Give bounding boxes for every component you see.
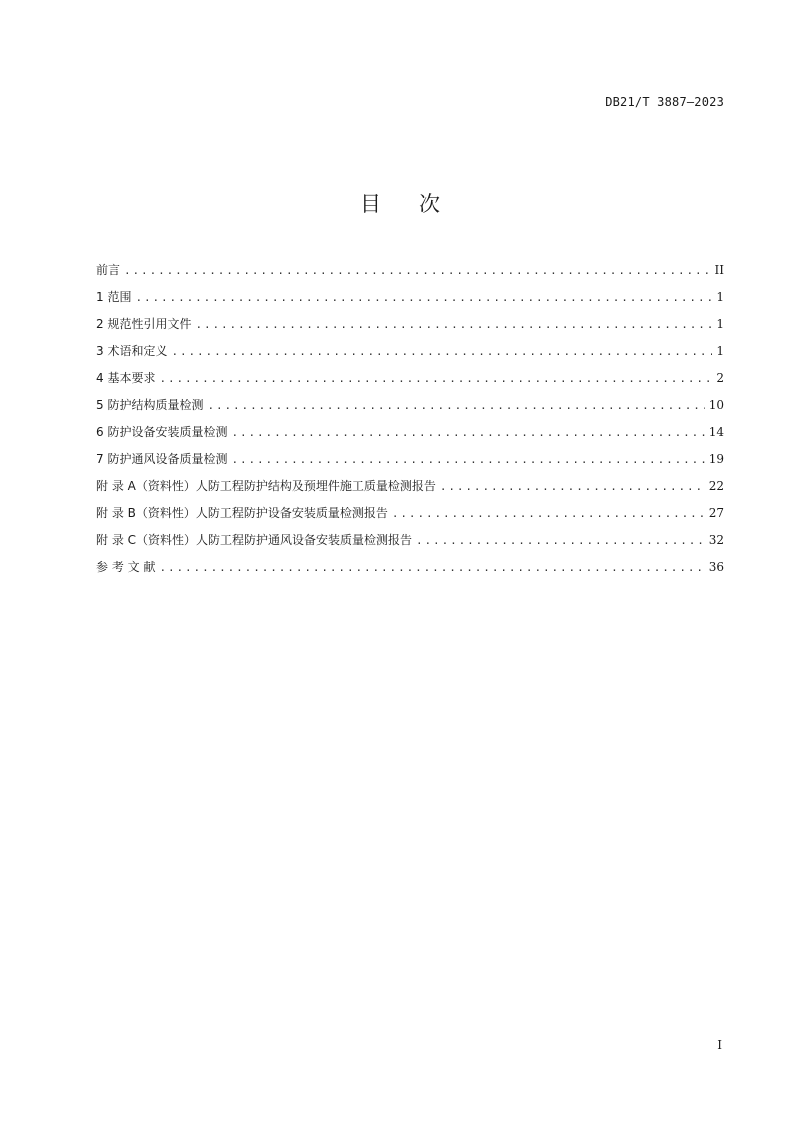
toc-item-label: 5 防护结构质量检测 xyxy=(96,398,204,412)
document-code: DB21/T 3887—2023 xyxy=(605,95,724,109)
toc-item-page: 19 xyxy=(708,452,724,466)
toc-item-label: 前言 xyxy=(96,263,121,277)
toc-item-appendix-a[interactable] xyxy=(96,478,724,505)
toc-item-appendix-b[interactable] xyxy=(96,505,724,532)
toc-item-structure-inspection[interactable] xyxy=(96,397,724,424)
toc-item-page: 1 xyxy=(716,317,724,331)
table-of-contents xyxy=(96,262,724,586)
toc-item-foreword[interactable] xyxy=(96,262,724,289)
toc-item-page: 32 xyxy=(708,533,724,547)
toc-item-page: 22 xyxy=(708,479,724,493)
toc-leader-dots xyxy=(231,425,704,441)
toc-item-label: 附 录 A（资料性）人防工程防护结构及预埋件施工质量检测报告 xyxy=(96,479,436,493)
toc-item-label: 7 防护通风设备质量检测 xyxy=(96,452,228,466)
toc-item-scope[interactable] xyxy=(96,289,724,316)
page-title: 目次 xyxy=(360,192,478,216)
toc-leader-dots xyxy=(159,560,704,576)
toc-item-appendix-c[interactable] xyxy=(96,532,724,559)
toc-item-label: 附 录 C（资料性）人防工程防护通风设备安装质量检测报告 xyxy=(96,533,413,547)
toc-item-normative-references[interactable] xyxy=(96,316,724,343)
toc-leader-dots xyxy=(207,398,704,414)
toc-item-label: 参 考 文 献 xyxy=(96,560,156,574)
toc-leader-dots xyxy=(440,479,705,495)
toc-item-page: 14 xyxy=(708,425,724,439)
toc-leader-dots xyxy=(171,344,712,360)
toc-item-page: II xyxy=(714,263,724,277)
toc-item-label: 附 录 B（资料性）人防工程防护设备安装质量检测报告 xyxy=(96,506,388,520)
toc-leader-dots xyxy=(135,290,712,306)
toc-item-basic-requirements[interactable] xyxy=(96,370,724,397)
toc-item-page: 2 xyxy=(716,371,724,385)
toc-leader-dots xyxy=(392,506,705,522)
toc-leader-dots xyxy=(416,533,705,549)
toc-leader-dots xyxy=(231,452,704,468)
toc-item-label: 4 基本要求 xyxy=(96,371,156,385)
toc-item-label: 3 术语和定义 xyxy=(96,344,168,358)
toc-item-label: 1 范围 xyxy=(96,290,132,304)
toc-item-page: 10 xyxy=(708,398,724,412)
toc-item-page: 1 xyxy=(716,344,724,358)
toc-item-label: 2 规范性引用文件 xyxy=(96,317,192,331)
toc-leader-dots xyxy=(124,263,711,279)
toc-item-ventilation-inspection[interactable] xyxy=(96,451,724,478)
toc-item-page: 36 xyxy=(708,560,724,574)
toc-item-terms-definitions[interactable] xyxy=(96,343,724,370)
toc-leader-dots xyxy=(195,317,712,333)
toc-item-page: 1 xyxy=(716,290,724,304)
toc-item-equipment-installation-inspection[interactable] xyxy=(96,424,724,451)
toc-leader-dots xyxy=(159,371,712,387)
toc-item-label: 6 防护设备安装质量检测 xyxy=(96,425,228,439)
toc-item-bibliography[interactable] xyxy=(96,559,724,586)
toc-item-page: 27 xyxy=(708,506,724,520)
page-number: I xyxy=(717,1038,722,1052)
